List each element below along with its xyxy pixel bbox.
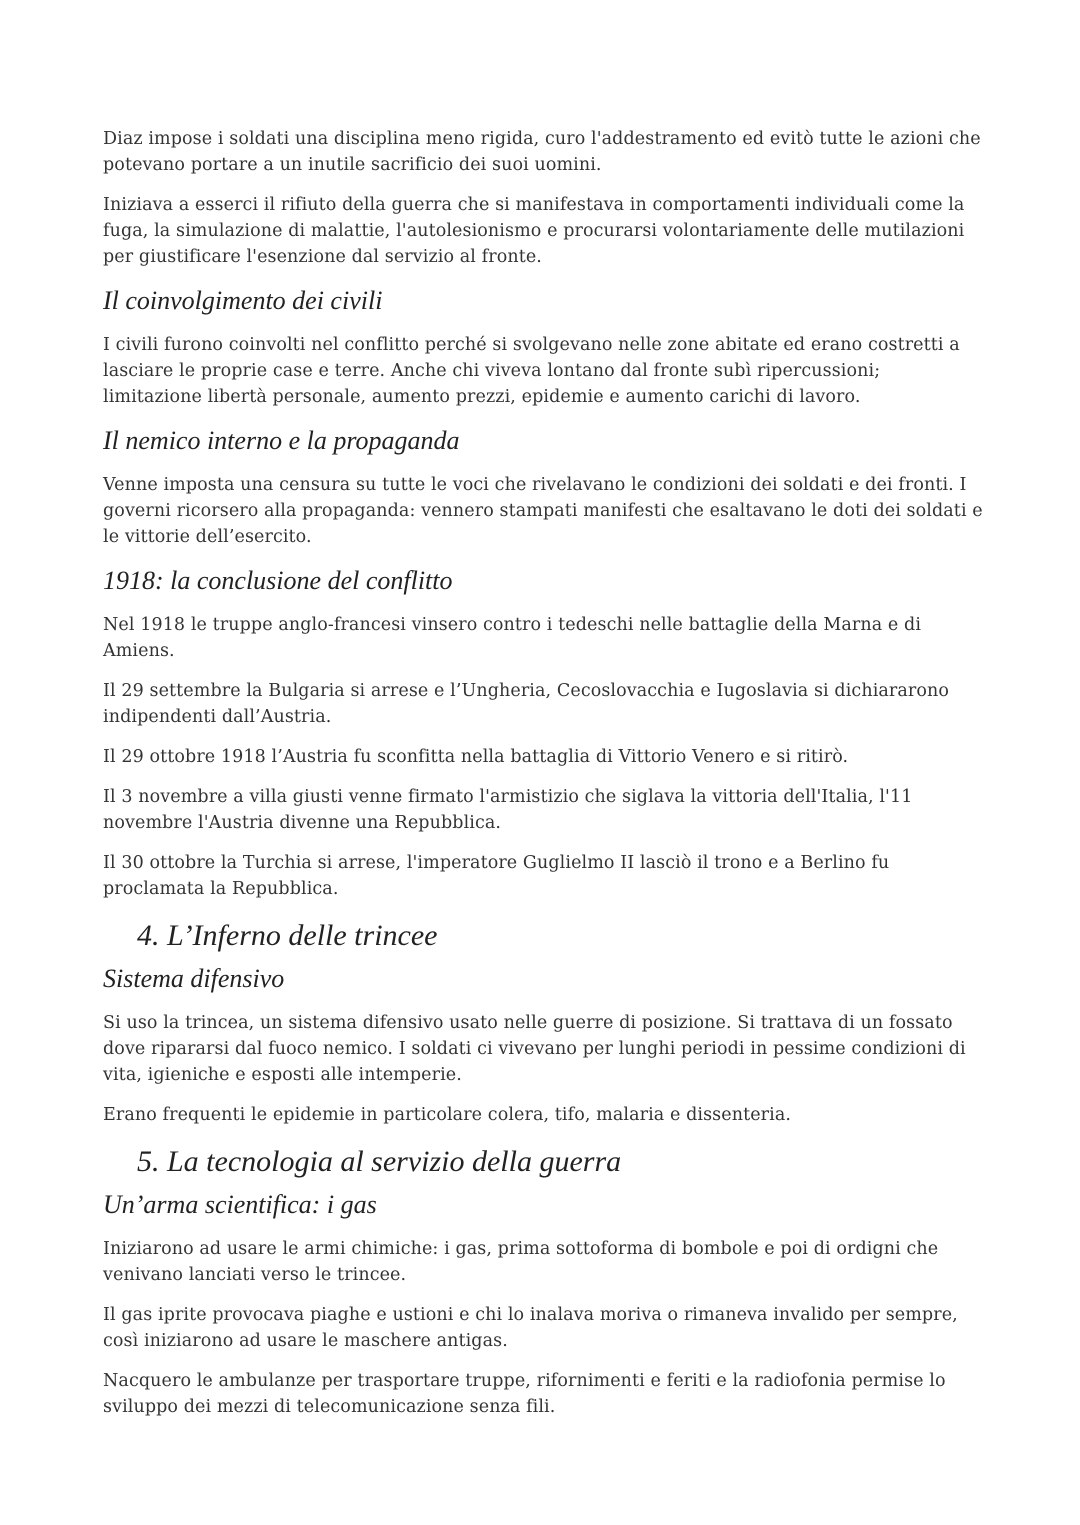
section-title-tecnologia-guerra: 5. La tecnologia al servizio della guerra: [137, 1145, 622, 1178]
paragraph-armistizio: Il 3 novembre a villa giusti venne firmato l'armistizio che siglava la vittoria dell'Italia, l'11 novembre l'Austria divenne una Repubblica.: [103, 787, 913, 833]
section-title-inferno-trincee: 4. L’Inferno delle trincee: [137, 919, 438, 952]
paragraph-censura: Venne imposta una censura su tutte le voci che rivelavano le condizioni dei soldati e dei fronti. I governi ricorsero alla propaganda: vennero stampati manifesti che esaltavano le doti dei soldati e le vittorie dell’esercito.: [103, 475, 983, 547]
paragraph-rifiuto-guerra: Iniziava a esserci il rifiuto della guerra che si manifestava in comportamenti individuali come la fuga, la simulazione di malattie, l'autolesionismo e procurarsi volontariamente delle mutilazioni per giustificare l'esenzione dal servizio al fronte.: [103, 195, 965, 267]
paragraph-epidemie: Erano frequenti le epidemie in particolare colera, tifo, malaria e dissenteria.: [103, 1105, 792, 1125]
paragraph-armi-chimiche: Iniziarono ad usare le armi chimiche: i gas, prima sottoforma di bombole e poi di ordigni che venivano lanciati verso le trincee.: [103, 1239, 939, 1285]
heading-nemico-interno: Il nemico interno e la propaganda: [103, 426, 460, 455]
paragraph-iprite: Il gas iprite provocava piaghe e ustioni e chi lo inalava moriva o rimaneva invalido per sempre, così iniziarono ad usare le maschere antigas.: [103, 1305, 958, 1351]
heading-coinvolgimento-civili: Il coinvolgimento dei civili: [103, 286, 383, 315]
paragraph-ambulanze: Nacquero le ambulanze per trasportare truppe, rifornimenti e feriti e la radiofonia permise lo sviluppo dei mezzi di telecomunicazione senza fili.: [103, 1371, 946, 1417]
paragraph-diaz: Diaz impose i soldati una disciplina meno rigida, curo l'addestramento ed evitò tutte le azioni che potevano portare a un inutile sacrificio dei suoi uomini.: [103, 129, 981, 175]
document-page: [103, 126, 983, 1434]
paragraph-marna-amiens: Nel 1918 le truppe anglo-francesi vinsero contro i tedeschi nelle battaglie della Marna e di Amiens.: [103, 615, 922, 661]
heading-conclusione-conflitto: 1918: la conclusione del conflitto: [103, 566, 453, 595]
heading-sistema-difensivo: Sistema difensivo: [103, 964, 285, 993]
paragraph-turchia: Il 30 ottobre la Turchia si arrese, l'imperatore Guglielmo II lasciò il trono e a Berlino fu proclamata la Repubblica.: [103, 853, 890, 899]
paragraph-bulgaria: Il 29 settembre la Bulgaria si arrese e l’Ungheria, Cecoslovacchia e Iugoslavia si dichiararono indipendenti dall’Austria.: [103, 681, 950, 727]
paragraph-vittorio-venero: Il 29 ottobre 1918 l’Austria fu sconfitta nella battaglia di Vittorio Venero e si ritirò.: [103, 747, 849, 767]
paragraph-trincea: Si uso la trincea, un sistema difensivo usato nelle guerre di posizione. Si trattava di un fossato dove ripararsi dal fuoco nemico. I soldati ci vivevano per lunghi periodi in pessime condizioni di vita, igieniche e esposti alle intemperie.: [103, 1013, 966, 1085]
paragraph-civili: I civili furono coinvolti nel conflitto perché si svolgevano nelle zone abitate ed erano costretti a lasciare le proprie case e terre. Anche chi viveva lontano dal fronte subì ripercussioni; limitazione libertà personale, aumento prezzi, epidemie e aumento carichi di lavoro.: [103, 335, 960, 407]
heading-arma-scientifica: Un’arma scientifica: i gas: [103, 1190, 377, 1219]
